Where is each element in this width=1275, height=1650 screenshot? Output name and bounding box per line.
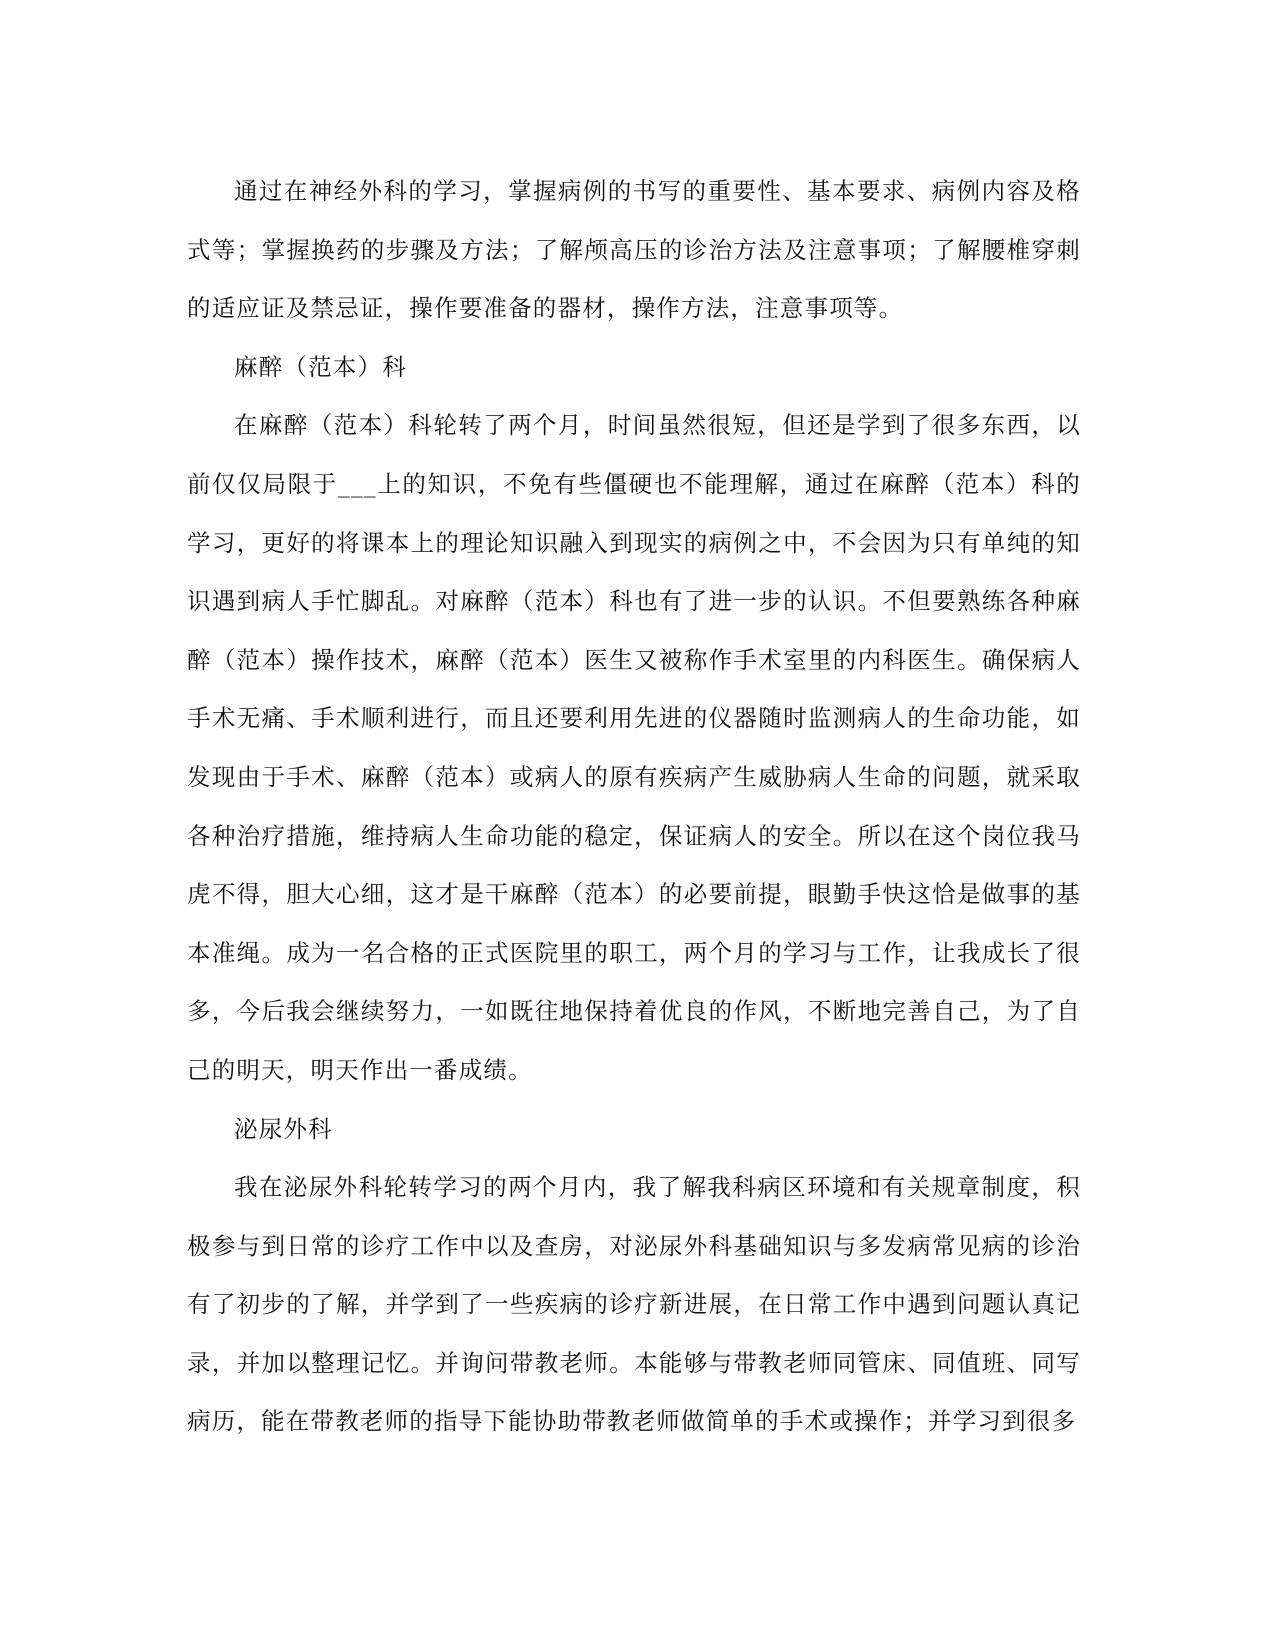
paragraph-urology: 我在泌尿外科轮转学习的两个月内，我了解我科病区环境和有关规章制度，积极参与到日常的诊疗工作中以及查房，对泌尿外科基础知识与多发病常见病的诊治有了初步的了解，并学到了一些疾病的诊疗新进展，在日常工作中遇到问题认真记录，并加以整理记忆。并询问带教老师。本能够与带教老师同管床、同值班、同写病历，能在带教老师的指导下能协助带教老师做简单的手术或操作；并学习到很多 <box>187 1173 1081 1436</box>
section-heading-urology: 泌尿外科 <box>234 1114 333 1143</box>
paragraph-anesthesiology: 在麻醉（范本）科轮转了两个月，时间虽然很短，但还是学到了很多东西，以前仅仅局限于___上的知识，不免有些僵硬也不能理解，通过在麻醉（范本）科的学习，更好的将课本上的理论知识融入到现实的病例之中，不会因为只有单纯的知识遇到病人手忙脚乱。对麻醉（范本）科也有了进一步的认识。不但要熟练各种麻醉（范本）操作技术，麻醉（范本）医生又被称作手术室里的内科医生。确保病人手术无痛、手术顺利进行，而且还要利用先进的仪器随时监测病人的生命功能，如发现由于手术、麻醉（范本）或病人的原有疾病产生威胁病人生命的问题，就采取各种治疗措施，维持病人生命功能的稳定，保证病人的安全。所以在这个岗位我马虎不得，胆大心细，这才是干麻醉（范本）的必要前提，眼勤手快这恰是做事的基本准绳。成为一名合格的正式医院里的职工，两个月的学习与工作，让我成长了很多，今后我会继续努力，一如既往地保持着优良的作风，不断地完善自己，为了自己的明天，明天作出一番成绩。 <box>187 411 1081 1084</box>
section-heading-anesthesiology: 麻醉（范本）科 <box>234 352 407 381</box>
document-body <box>187 162 1081 1451</box>
paragraph-neurosurgery-summary: 通过在神经外科的学习，掌握病例的书写的重要性、基本要求、病例内容及格式等；掌握换药的步骤及方法；了解颅高压的诊治方法及注意事项；了解腰椎穿刺的适应证及禁忌证，操作要准备的器材，操作方法，注意事项等。 <box>187 177 1081 323</box>
